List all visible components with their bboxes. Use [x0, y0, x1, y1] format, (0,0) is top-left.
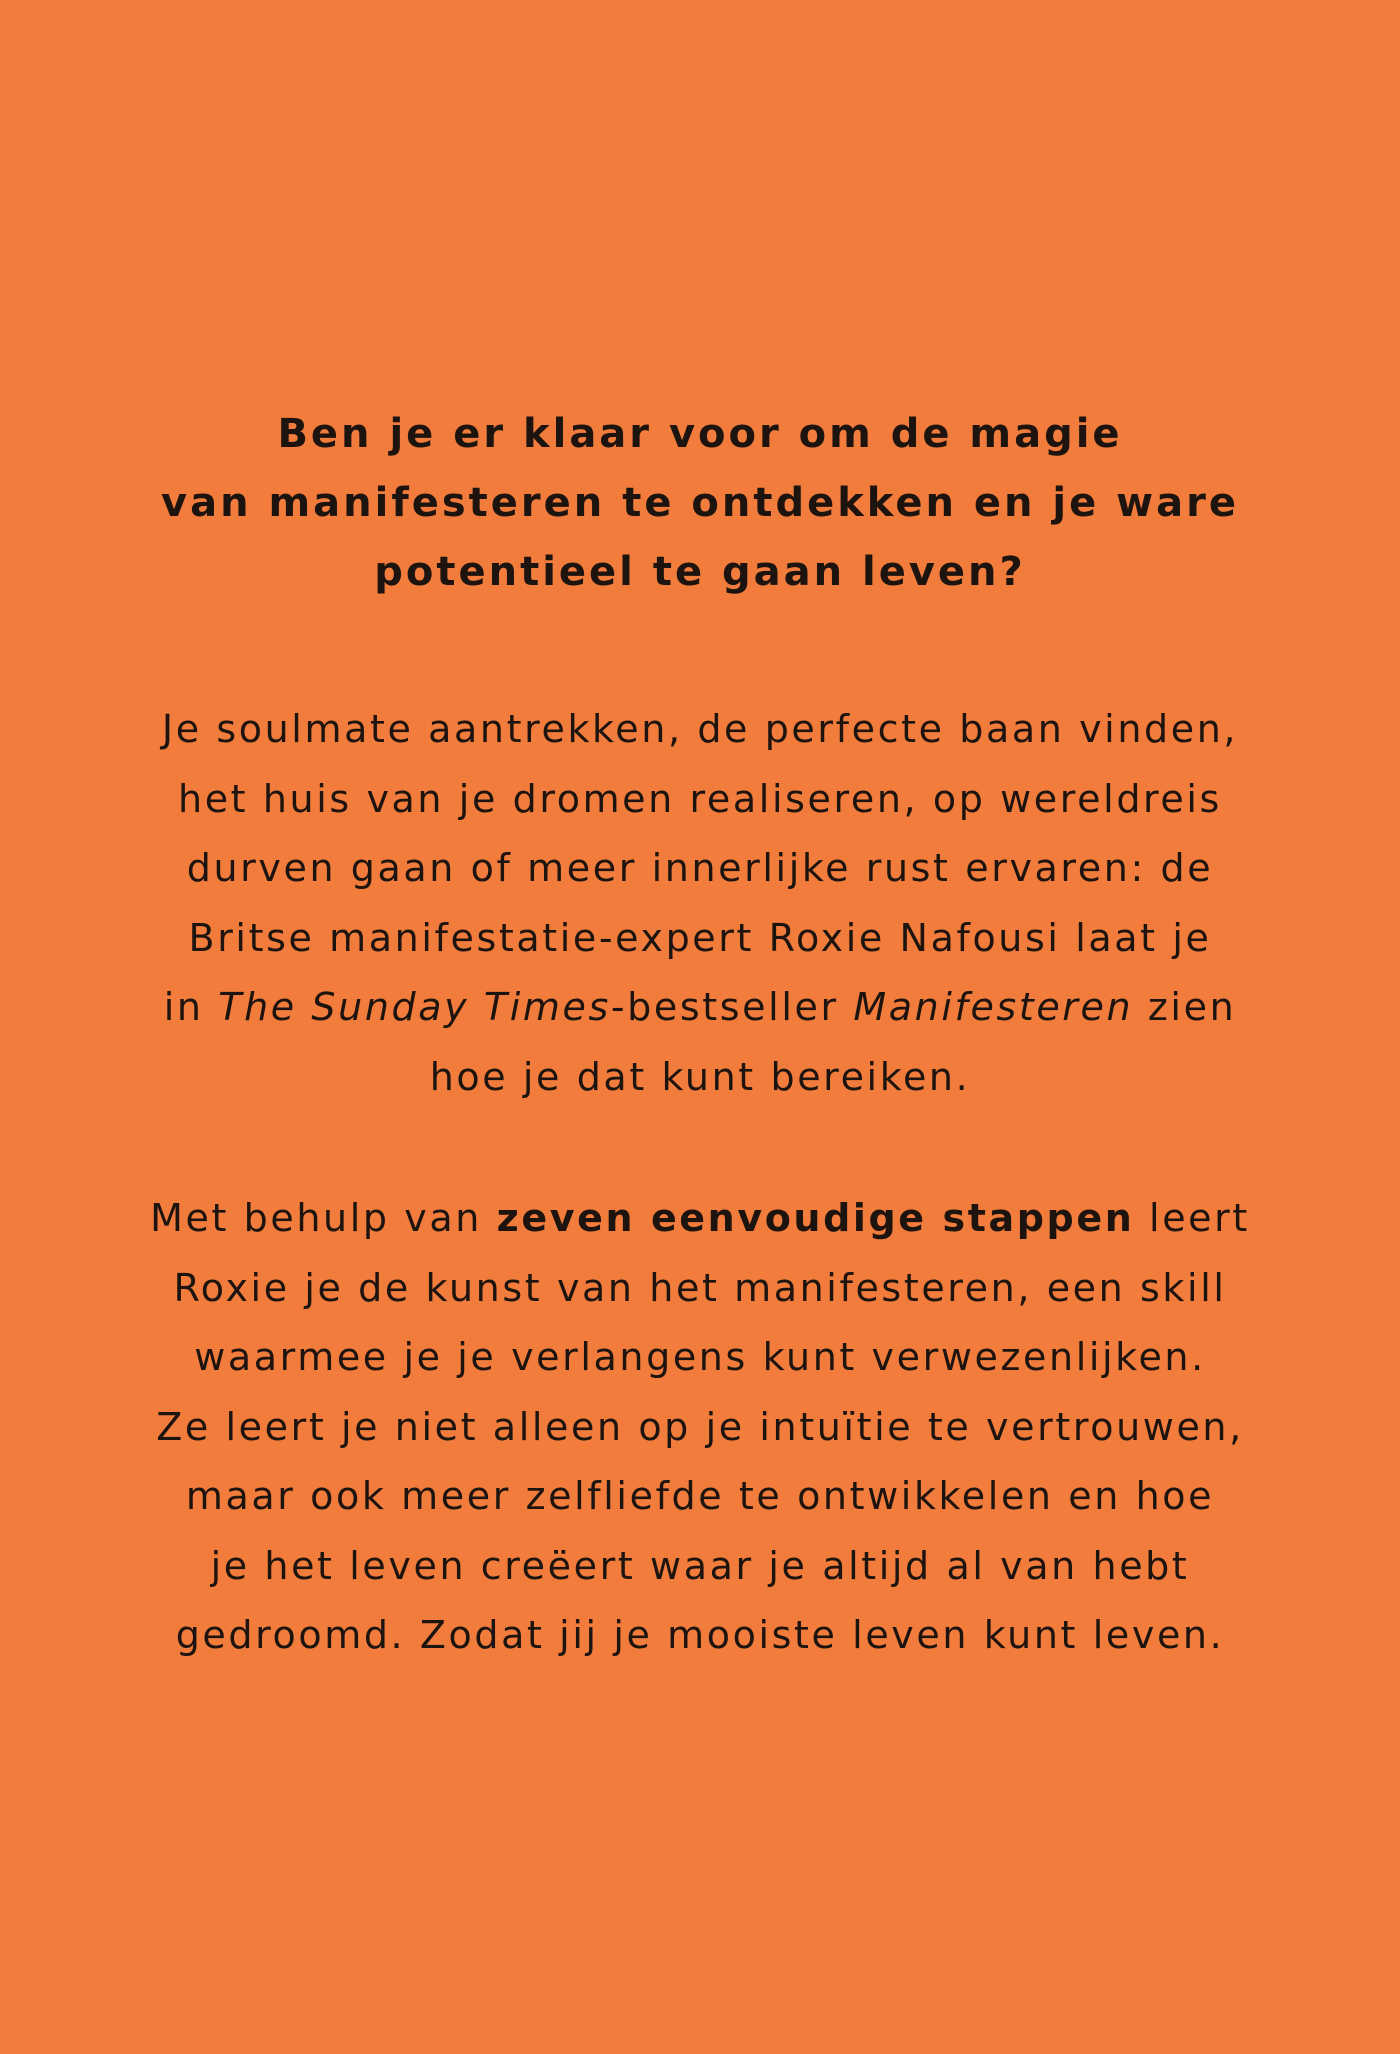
line-prefix: in [163, 985, 219, 1029]
line-prefix: Met behulp van [150, 1196, 497, 1240]
paragraph-line: durven gaan of meer innerlijke rust ervaren: de [186, 846, 1214, 890]
headline-line: potentieel te gaan leven? [374, 549, 1026, 595]
paragraph-line: maar ook meer zelfliefde te ontwikkelen en hoe [185, 1474, 1215, 1518]
headline-line: van manifesteren te ontdekken en je ware [161, 480, 1239, 526]
headline [0, 400, 1400, 607]
headline-line: Ben je er klaar voor om de magie [277, 411, 1123, 457]
paragraph-line: gedroomd. Zodat jij je mooiste leven kunt leven. [175, 1613, 1225, 1657]
cover-text [0, 400, 1400, 1671]
paragraph-line: Roxie je de kunst van het manifesteren, een skill [173, 1265, 1227, 1310]
paragraph-line: het huis van je dromen realiseren, op wereldreis [178, 776, 1222, 821]
newspaper-title: The Sunday Times [218, 985, 611, 1029]
line-suffix: leert [1134, 1196, 1250, 1240]
paragraph-line: waarmee je je verlangens kunt verwezenlijken. [194, 1335, 1206, 1379]
paragraph-line: Ze leert je niet alleen op je intuïtie te vertrouwen, [156, 1404, 1244, 1449]
paragraph-line: hoe je dat kunt bereiken. [429, 1054, 971, 1099]
line-middle: -bestseller [610, 985, 854, 1029]
intro-paragraph [0, 695, 1400, 1112]
paragraph-line-with-titles [0, 973, 1400, 1043]
paragraph-line: je het leven creëert waar je altijd al van hebt [210, 1543, 1190, 1588]
method-paragraph [0, 1184, 1400, 1671]
paragraph-line: Je soulmate aantrekken, de perfecte baan vinden, [161, 707, 1239, 751]
emphasis-text: zeven eenvoudige stappen [496, 1196, 1135, 1240]
line-suffix: zien [1133, 985, 1237, 1029]
paragraph-line: Britse manifestatie-expert Roxie Nafousi laat je [188, 915, 1212, 960]
paragraph-line-with-emphasis [0, 1184, 1400, 1254]
book-title: Manifesteren [853, 985, 1134, 1029]
